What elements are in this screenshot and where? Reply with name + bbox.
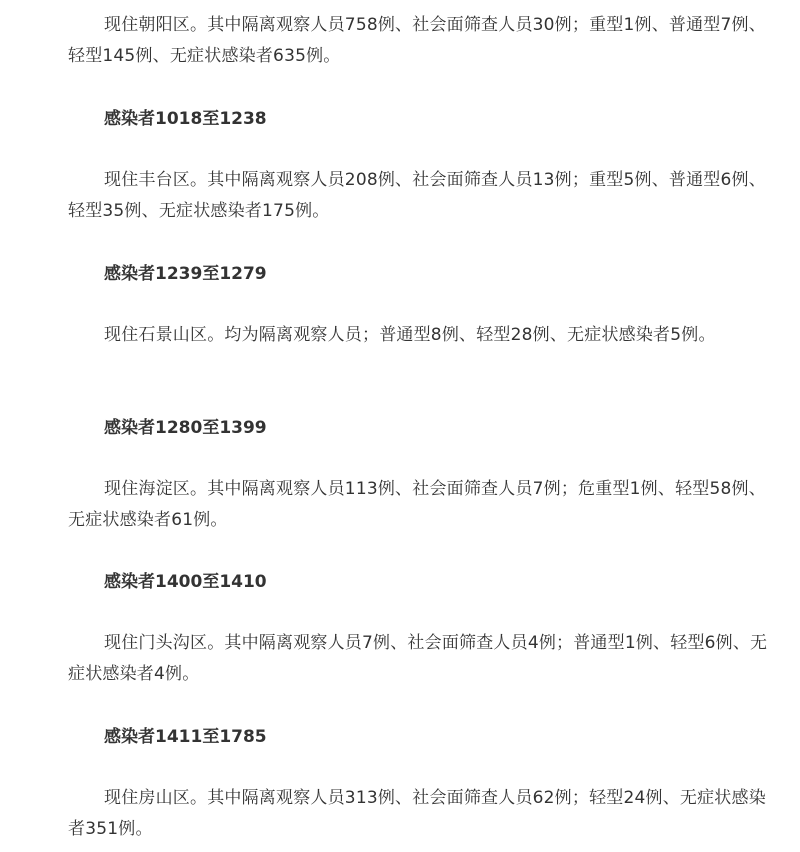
paragraph-haidian: 现住海淀区。其中隔离观察人员113例、社会面筛查人员7例；危重型1例、轻型58例、无症状感染者61例。 bbox=[68, 479, 766, 530]
heading-cases-1411-1785: 感染者1411至1785 bbox=[104, 727, 267, 747]
paragraph-mentougou: 现住门头沟区。其中隔离观察人员7例、社会面筛查人员4例；普通型1例、轻型6例、无症状感染者4例。 bbox=[68, 633, 768, 684]
paragraph-fengtai: 现住丰台区。其中隔离观察人员208例、社会面筛查人员13例；重型5例、普通型6例、轻型35例、无症状感染者175例。 bbox=[68, 170, 766, 221]
heading-cases-1280-1399: 感染者1280至1399 bbox=[104, 418, 267, 438]
paragraph-shijingshan: 现住石景山区。均为隔离观察人员；普通型8例、轻型28例、无症状感染者5例。 bbox=[104, 325, 716, 345]
heading-cases-1239-1279: 感染者1239至1279 bbox=[104, 264, 267, 284]
heading-cases-1400-1410: 感染者1400至1410 bbox=[104, 572, 267, 592]
paragraph-fangshan: 现住房山区。其中隔离观察人员313例、社会面筛查人员62例；轻型24例、无症状感染者351例。 bbox=[68, 788, 766, 839]
heading-cases-1018-1238: 感染者1018至1238 bbox=[104, 109, 267, 129]
paragraph-chaoyang: 现住朝阳区。其中隔离观察人员758例、社会面筛查人员30例；重型1例、普通型7例、轻型145例、无症状感染者635例。 bbox=[68, 15, 766, 66]
